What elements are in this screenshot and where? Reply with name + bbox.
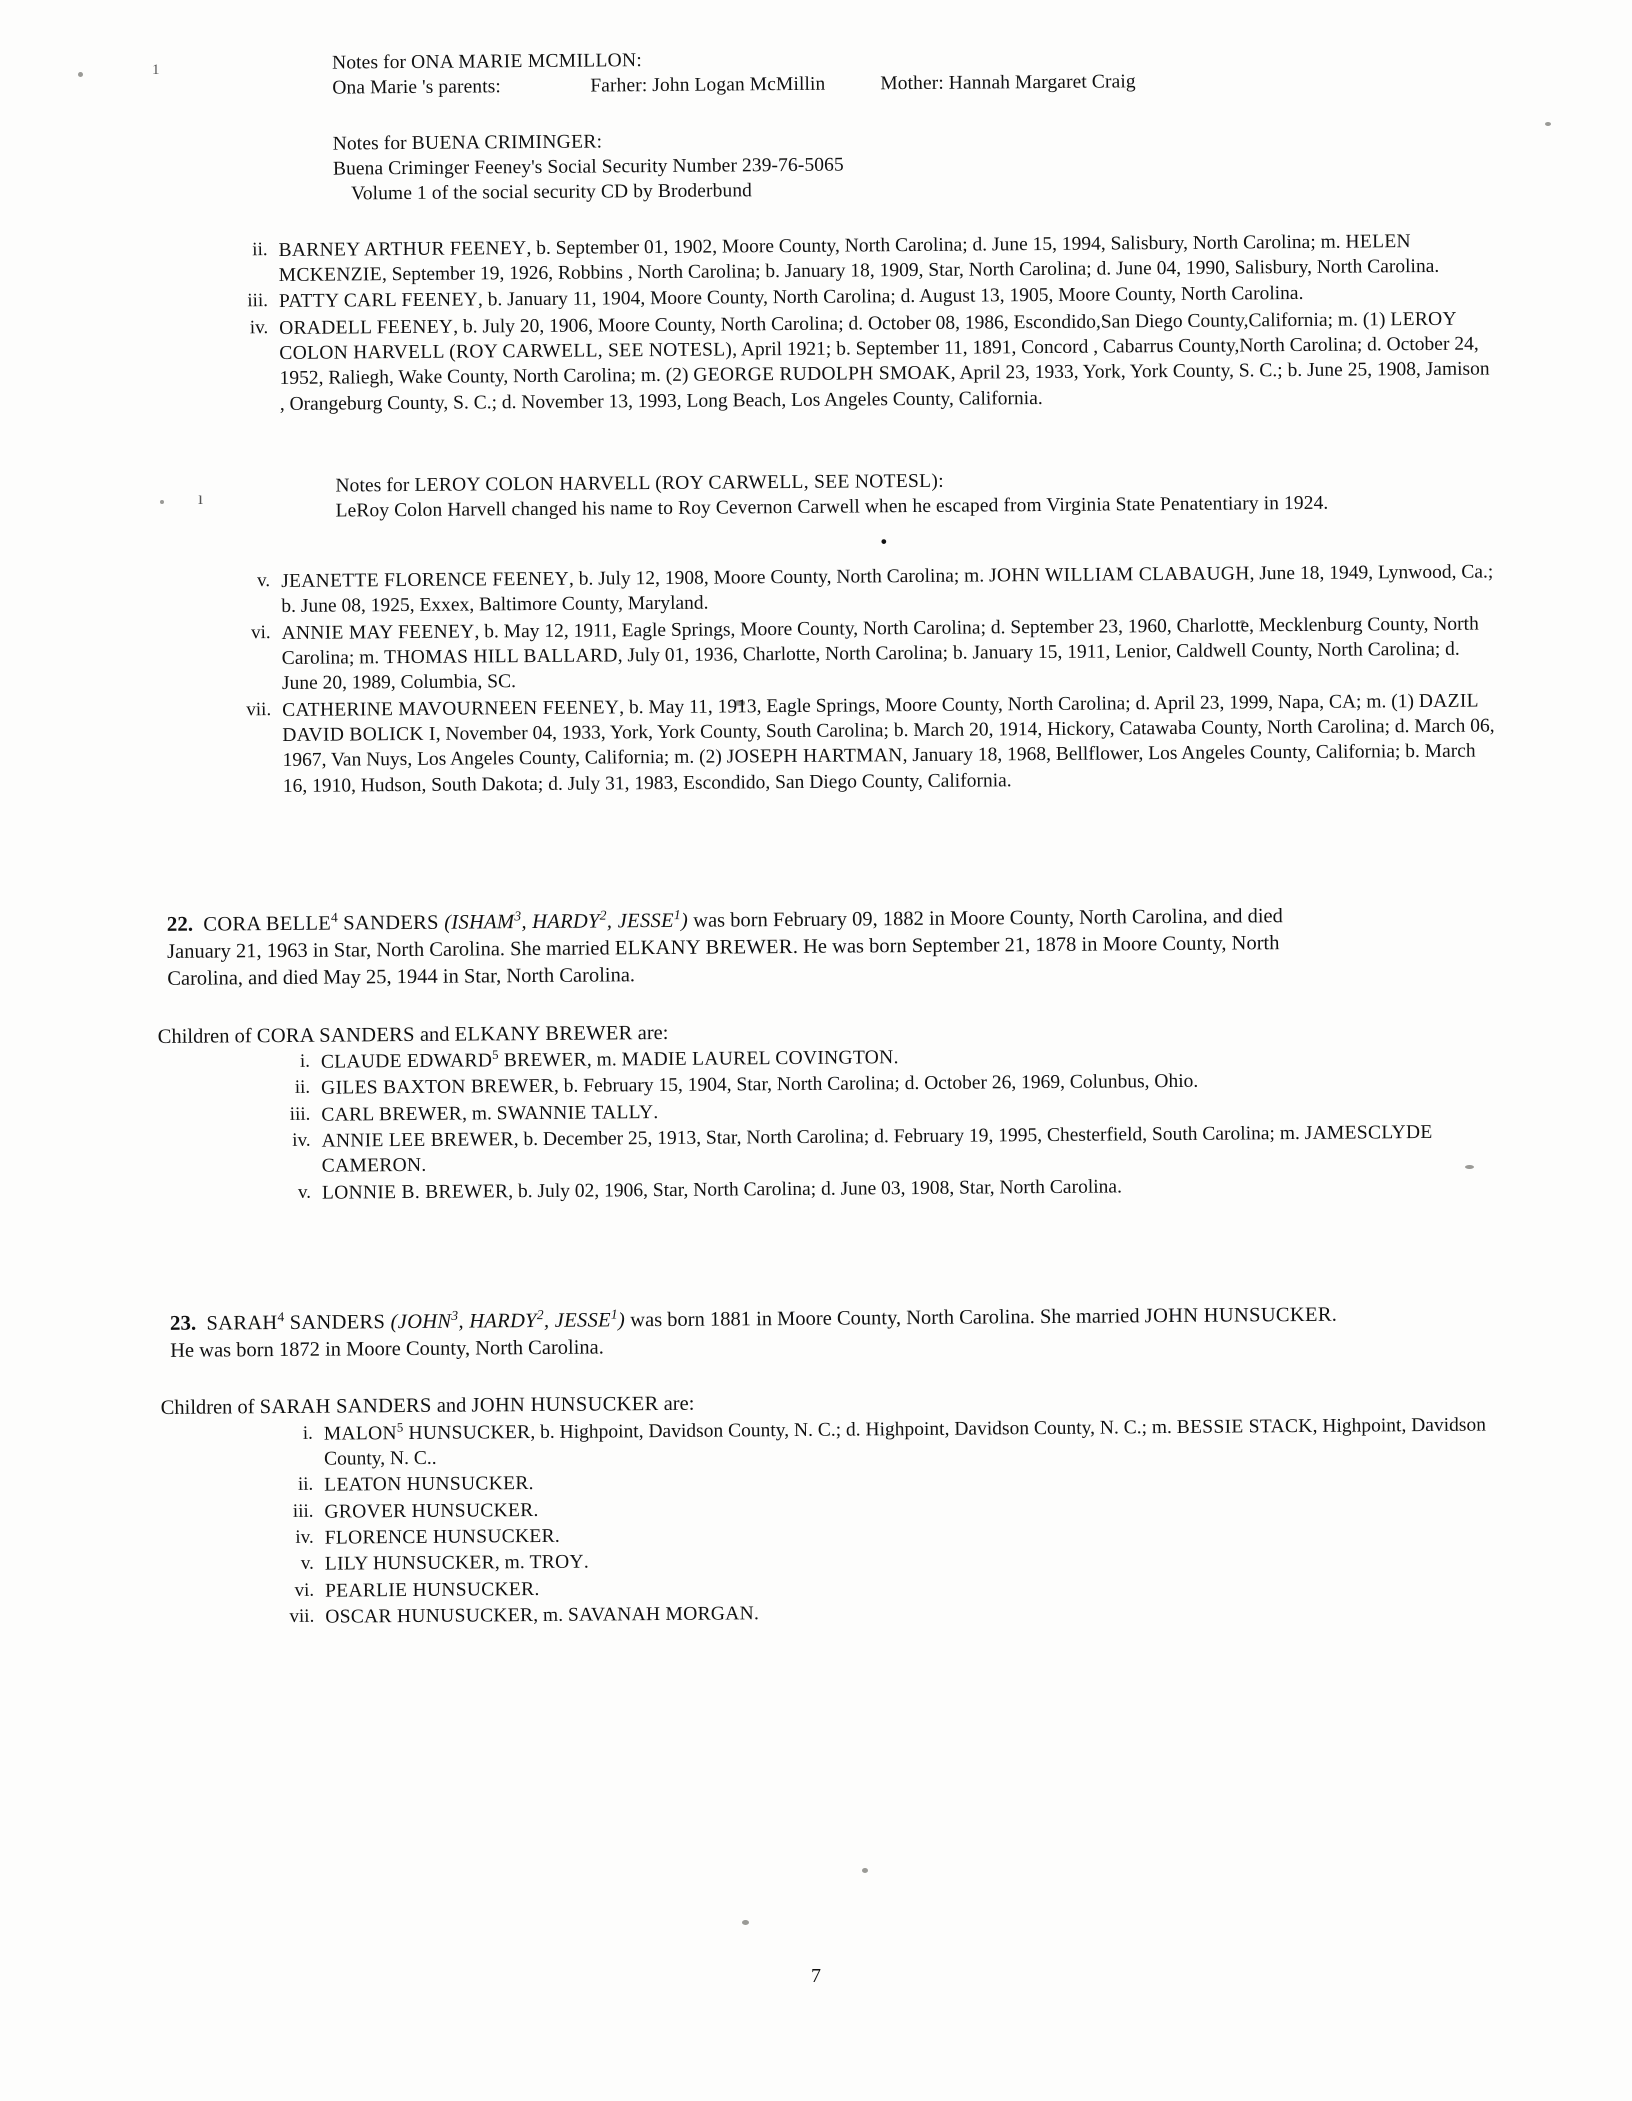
- entry-text: , b. July 02, 1906, Star, North Carolina; d. June 03, 1908, Star, North Carolina.: [508, 1176, 1122, 1202]
- entry-name: PATTY CARL FEENEY: [278, 289, 479, 313]
- lineage-ancestor-name: HARDY: [532, 910, 600, 933]
- list-item-entry: [281, 559, 1494, 619]
- children-joiner: and: [431, 1394, 472, 1418]
- lineage-separator: ,: [543, 1309, 555, 1332]
- list-item-numeral: iv.: [249, 316, 269, 338]
- list-item-numeral: iii.: [292, 1500, 314, 1522]
- father-value: Farher: John Logan McMillin: [590, 74, 826, 97]
- entry-name: SAVANAH MORGAN: [567, 1603, 755, 1626]
- feeney-children-list-part2: [224, 559, 1496, 799]
- entry-name: MADIE LAUREL COVINGTON: [621, 1047, 894, 1071]
- section-number: 23.: [169, 1310, 197, 1335]
- lineage-generation-superscript: 1: [673, 906, 681, 922]
- feeney-children-list-part1: [221, 228, 1492, 417]
- entry-text: , January 18, 1968, Bellflower, Los Angeles County, California; b. March 16, 1910, Hudson, South Dakota; d. July 31, 1983, Escondido, San Diego County, California.: [282, 740, 1476, 797]
- list-item-entry: [281, 611, 1495, 697]
- notes-leroy-colon-harvell: [335, 465, 1493, 525]
- section-spouse-name: ELKANY BREWER: [614, 936, 793, 960]
- page-number: 7: [811, 1965, 821, 1987]
- entry-text: , m.: [533, 1604, 569, 1627]
- notes-ona-marie-mcmillon: [332, 41, 1490, 101]
- entry-text: , m.: [586, 1049, 622, 1071]
- lineage-generation-superscript: 3: [514, 908, 522, 924]
- list-item: [224, 611, 1495, 697]
- document-body: [150, 41, 1502, 1632]
- list-item-numeral: v.: [300, 1553, 314, 1575]
- scan-ink-mark: •: [880, 531, 888, 554]
- children-joiner: and: [414, 1023, 455, 1046]
- entry-text: , July 01, 1936, Charlotte, North Carolina; b. January 15, 1911, Lenior, Caldwell County, North Carolina; d. June 20, 1989, Columbia, SC.: [281, 638, 1460, 695]
- list-item-numeral: vi.: [250, 621, 271, 643]
- entry-name: JOSEPH HARTMAN: [726, 745, 903, 768]
- entry-name: MALON: [323, 1422, 397, 1445]
- entry-text: , m.: [461, 1102, 497, 1125]
- list-item-numeral: iv.: [292, 1129, 311, 1151]
- entry-text: .: [653, 1101, 659, 1123]
- list-item-numeral: ii.: [297, 1474, 314, 1496]
- list-item: [270, 1119, 1498, 1179]
- mother-value: Mother: Hannah Margaret Craig: [880, 71, 1136, 95]
- entry-text: , November 04, 1933, York, York County, South Carolina; b. March 20, 1914, Hickory, Catawaba County, North Carolina; d. March 06, 1967, Van Nuys, Los Angeles County, California; m. (2): [282, 715, 1495, 772]
- section-23-children-list: [273, 1412, 1503, 1630]
- entry-text: , April 1921; b. September 11, 1891, Concord , Cabarrus County,North Carolina; d. October 24, 1952, Raliegh, Wake County, North Carolina; m. (2): [279, 333, 1479, 390]
- lineage-separator: ,: [521, 910, 533, 934]
- section-22-children-list: [270, 1040, 1499, 1206]
- entry-name: TROY: [529, 1552, 584, 1574]
- scan-speck: [1545, 122, 1551, 126]
- scan-speck: [862, 1868, 868, 1873]
- list-item-entry: [278, 228, 1491, 288]
- entry-text: .: [528, 1473, 534, 1495]
- entry-text: , m.: [494, 1552, 530, 1574]
- generation-superscript: 5: [396, 1420, 404, 1435]
- lineage-ancestor-name: ISHAM: [451, 911, 515, 934]
- parents-label: Ona Marie 's parents:: [332, 76, 501, 99]
- parent-1-name: CORA SANDERS: [256, 1023, 415, 1047]
- notes-label: Notes for: [332, 132, 412, 155]
- list-item: [225, 688, 1496, 799]
- entry-name: SWANNIE TALLY: [496, 1101, 654, 1124]
- entry-name: OSCAR HUNUSUCKER: [325, 1605, 534, 1628]
- entry-text: .: [753, 1603, 759, 1625]
- children-are-label: are:: [658, 1393, 695, 1416]
- entry-text: .: [554, 1525, 560, 1547]
- entry-name: LONNIE B. BREWER: [321, 1180, 509, 1204]
- generation-superscript: 4: [277, 1309, 285, 1325]
- lineage-ancestor-name: JESSE: [617, 909, 674, 933]
- entry-text: , b. September 01, 1902, Moore County, North Carolina; d. June 15, 1994, Salisbury, North Carolina; m.: [526, 231, 1346, 259]
- lineage-generation-superscript: 2: [536, 1307, 544, 1323]
- list-item-numeral: v.: [257, 569, 271, 591]
- list-item-numeral: vii.: [246, 698, 272, 720]
- entry-name: GROVER HUNSUCKER: [324, 1499, 534, 1523]
- entry-name: JAMESCLYDE CAMERON: [321, 1121, 1433, 1177]
- lineage-generation-superscript: 2: [599, 907, 607, 923]
- parent-2-name: ELKANY BREWER: [454, 1021, 633, 1046]
- section-person-name: SARAH: [206, 1312, 278, 1335]
- entry-name: CATHERINE MAVOURNEEN FEENEY: [282, 696, 620, 721]
- notes-label: Notes for: [335, 475, 415, 497]
- entry-text: , b. January 11, 1904, Moore County, North Carolina; d. August 13, 1905, Moore County, North Carolina.: [477, 283, 1304, 311]
- section-person-surname: SANDERS: [284, 1311, 391, 1334]
- entry-text: , June 18, 1949, Lynwood, Ca.; b. June 08, 1925, Exxex, Baltimore County, Maryland.: [281, 561, 1494, 618]
- list-item-numeral: ii.: [252, 238, 268, 260]
- section-person-name: CORA BELLE: [203, 912, 332, 936]
- entry-name: BESSIE STACK: [1176, 1415, 1313, 1438]
- entry-name: THOMAS HILL BALLARD: [384, 645, 618, 669]
- entry-text: , September 19, 1926, Robbins , North Carolina; b. January 18, 1909, Star, North Carolina; d. June 04, 1990, Salisbury, North Carolina.: [381, 255, 1440, 286]
- notes-buena-ssn: Buena Criminger Feeney's Social Security Number 239-76-5065: [332, 154, 844, 180]
- children-of-label: Children of: [160, 1396, 260, 1420]
- section-text-after: was born 1881 in Moore County, North Carolina. She married: [625, 1305, 1145, 1332]
- entry-text: , b. February 15, 1904, Star, North Carolina; d. October 26, 1969, Colunbus, Ohio.: [553, 1071, 1199, 1098]
- entry-name: JOHN WILLIAM CLABAUGH: [988, 563, 1250, 587]
- list-item-numeral: i.: [299, 1050, 311, 1072]
- entry-name: ANNIE MAY FEENEY: [281, 620, 475, 644]
- entry-name: BARNEY ARTHUR FEENEY: [278, 237, 527, 261]
- list-item-numeral: iii.: [247, 290, 269, 312]
- entry-name: LEATON HUNSUCKER: [324, 1473, 529, 1497]
- scan-speck: [78, 72, 83, 77]
- scan-speck: [742, 1920, 749, 1925]
- entry-name: HUNSUCKER: [403, 1421, 531, 1444]
- list-item-entry: [321, 1119, 1498, 1179]
- notes-leroy-body: LeRoy Colon Harvell changed his name to Roy Cevernon Carwell when he escaped from Virginia State Penatentiary in 1924.: [335, 493, 1329, 523]
- section-text-end: . He was born 1872 in Moore County, North Carolina.: [170, 1303, 1337, 1363]
- entry-text: , April 23, 1933, York, York County, S. C.; b. June 25, 1908, Jamison , Orangeburg County, S. C.; d. November 13, 1993, Long Beach, Los Angeles County, California.: [279, 358, 1490, 415]
- notes-buena-source: Volume 1 of the social security CD by Broderbund: [351, 180, 753, 205]
- list-item-numeral: iv.: [295, 1526, 314, 1548]
- lineage-generation-superscript: 1: [610, 1306, 618, 1322]
- section-spouse-name: JOHN HUNSUCKER: [1144, 1303, 1332, 1328]
- list-item: [221, 228, 1491, 289]
- entry-text: , b. Highpoint, Davidson County, N. C.; d. Highpoint, Davidson County, N. C.; m.: [530, 1416, 1177, 1443]
- lineage-group: [390, 1306, 626, 1334]
- lineage-close-paren: ): [680, 909, 689, 932]
- parent-1-name: SARAH SANDERS: [259, 1395, 432, 1419]
- entry-name: LEROY COLON HARVELL (ROY CARWELL, SEE NOTESL): [279, 308, 1457, 365]
- lineage-ancestor-name: HARDY: [469, 1309, 537, 1333]
- entry-name: GEORGE RUDOLPH SMOAK: [693, 363, 951, 387]
- list-item-numeral: i.: [302, 1422, 313, 1444]
- notes-subject-name: ONA MARIE MCMILLON:: [410, 50, 643, 73]
- entry-name: BREWER: [498, 1049, 587, 1072]
- list-item-numeral: vii.: [289, 1605, 315, 1628]
- list-item-entry: [324, 1412, 1501, 1472]
- section-number: 22.: [166, 911, 194, 936]
- entry-name: HELEN MCKENZIE: [278, 230, 1411, 287]
- section-person-surname: SANDERS: [337, 911, 445, 935]
- generation-superscript: 4: [330, 909, 338, 925]
- list-item-numeral: v.: [297, 1181, 312, 1203]
- entry-name: ORADELL FEENEY: [279, 316, 454, 339]
- lineage-ancestor-name: JESSE: [554, 1309, 611, 1332]
- entry-text: , Highpoint, Davidson County, N. C..: [323, 1414, 1487, 1470]
- margin-tick-top: 1: [152, 62, 160, 78]
- lineage-open-paren: (: [444, 911, 452, 934]
- entry-name: PEARLIE HUNSUCKER: [325, 1578, 535, 1602]
- notes-subject-name: LEROY COLON HARVELL (ROY CARWELL, SEE NOTESL): [414, 470, 939, 497]
- entry-text: .: [583, 1552, 589, 1574]
- entry-text: , b. December 25, 1913, Star, North Carolina; d. February 19, 1995, Chesterfield, South Carolina; m.: [513, 1122, 1305, 1151]
- list-item-numeral: iii.: [289, 1103, 311, 1125]
- notes-buena-criminger: [333, 122, 1492, 207]
- lineage-group: [444, 906, 689, 934]
- children-are-label: are:: [632, 1021, 669, 1044]
- list-item-entry: [279, 306, 1493, 417]
- lineage-open-paren: (: [390, 1311, 398, 1334]
- lineage-close-paren: ): [617, 1309, 626, 1332]
- lineage-separator: ,: [458, 1310, 470, 1333]
- list-item: [222, 306, 1493, 417]
- generation-superscript: 5: [492, 1047, 499, 1062]
- children-of-label: Children of: [157, 1024, 257, 1048]
- parent-2-name: JOHN HUNSUCKER: [471, 1393, 659, 1417]
- notes-label: Notes for: [332, 51, 412, 74]
- entry-text: .: [893, 1047, 899, 1069]
- entry-name: CARL BREWER: [321, 1103, 463, 1126]
- notes-heading-colon: :: [938, 470, 944, 492]
- entry-name: FLORENCE HUNSUCKER: [324, 1525, 555, 1549]
- list-item-entry: [282, 688, 1496, 799]
- entry-name: CLAUDE EDWARD: [320, 1050, 493, 1073]
- lineage-ancestor-name: JOHN: [397, 1310, 452, 1334]
- entry-text: , b. May 11, 1913, Eagle Springs, Moore County, North Carolina; d. April 23, 1999, Napa, CA; m. (1): [619, 690, 1419, 718]
- section-text-after: was born February 09, 1882 in Moore County, North Carolina, and died January 21, 1963 in Star, North Carolina. She married: [166, 905, 1283, 964]
- entry-text: .: [533, 1499, 539, 1521]
- entry-name: JEANETTE FLORENCE FEENEY: [281, 568, 570, 592]
- list-item-numeral: ii.: [294, 1077, 311, 1099]
- entry-text: , b. July 12, 1908, Moore County, North Carolina; m.: [568, 565, 990, 590]
- entry-name: LILY HUNSUCKER: [324, 1552, 495, 1576]
- entry-text: .: [421, 1155, 427, 1177]
- lineage-generation-superscript: 3: [451, 1307, 459, 1323]
- margin-tick-left: ı: [198, 488, 204, 508]
- list-item: [224, 559, 1494, 620]
- notes-subject-name: BUENA CRIMINGER:: [411, 131, 603, 154]
- section-22-heading: [167, 902, 1318, 994]
- list-item: [273, 1412, 1501, 1472]
- entry-text: , b. May 12, 1911, Eagle Springs, Moore County, North Carolina; d. September 23, 1960, Charlotte, Mecklenburg County, North Carolina; m.: [281, 613, 1479, 669]
- entry-text: , b. July 20, 1906, Moore County, North Carolina; d. October 08, 1986, Escondido,San Diego County,California; m. (1): [453, 309, 1391, 338]
- section-23-heading: [170, 1301, 1360, 1366]
- entry-text: .: [534, 1578, 540, 1600]
- entry-name: ANNIE LEE BREWER: [321, 1129, 514, 1152]
- lineage-separator: ,: [606, 910, 618, 933]
- section-text-end: . He was born September 21, 1878 in Moore County, North Carolina, and died May 25, 1944 in Star, North Carolina.: [167, 932, 1280, 991]
- entry-name: GILES BAXTON BREWER: [321, 1076, 555, 1099]
- list-item-numeral: vi.: [294, 1579, 315, 1601]
- entry-name: DAZIL DAVID BOLICK I: [282, 690, 1479, 746]
